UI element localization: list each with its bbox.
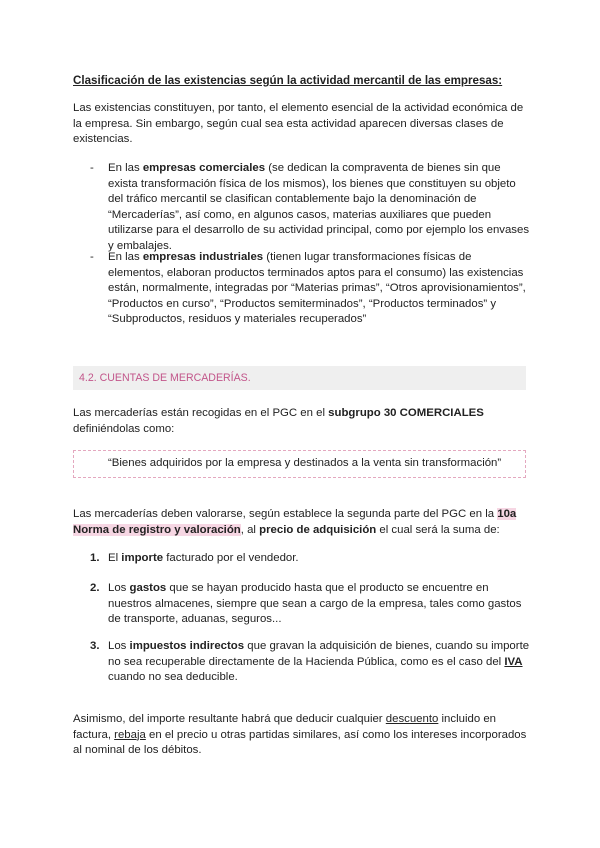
highlight: 10a bbox=[497, 508, 517, 520]
bold-term: gastos bbox=[129, 582, 167, 594]
bold-term: empresas comerciales bbox=[142, 162, 266, 174]
item-number: 2. bbox=[90, 582, 100, 594]
deductions-paragraph: Asimismo, del importe resultante habrá que deducir cualquier descuento incluido en factura, rebaja en el precio u otras partidas similares, así como los intereses incorporados al nominal de los débitos. bbox=[73, 713, 527, 756]
numbered-item: 3. Los impuestos indirectos que gravan la adquisición de bienes, cuando su importe no sea recuperable directamente de la Hacienda Pública, como es el caso del IVA cuando no sea deducible. bbox=[90, 640, 530, 683]
section-heading: 4.2. CUENTAS DE MERCADERÍAS. bbox=[73, 366, 526, 390]
list-bullet: - bbox=[90, 251, 94, 263]
intro-paragraph: Las existencias constituyen, por tanto, el elemento esencial de la actividad económica de la empresa. Sin embargo, según cual sea esta actividad aparecen diversas clases de existencias. bbox=[73, 102, 524, 145]
list-bullet: - bbox=[90, 162, 94, 174]
bold-term: subgrupo 30 COMERCIALES bbox=[328, 407, 484, 419]
item-number: 1. bbox=[90, 552, 100, 564]
underlined-term: rebaja bbox=[114, 728, 146, 741]
underlined-term: descuento bbox=[385, 713, 439, 725]
numbered-item: 1. El importe facturado por el vendedor. bbox=[90, 551, 530, 567]
page-title: Clasificación de las existencias según la actividad mercantil de las empresas: bbox=[73, 74, 503, 87]
mercaderias-paragraph: Las mercaderías están recogidas en el PGC en el subgrupo 30 COMERCIALES definiéndolas como: bbox=[73, 407, 484, 435]
list-item: - En las empresas comerciales (se dedican la compraventa de bienes sin que exista transformación física de los mismos), los bienes que constituyen su objeto del tráfico mercantil se clasifican contablemente bajo la denominación de “Mercaderías”, así como, en algunos casos, materias auxiliares que pueden utilizarse para el desarrollo de su actividad principal, como por ejemplo los envases y embalajes. bbox=[90, 162, 530, 252]
valuation-paragraph: Las mercaderías deben valorarse, según establece la segunda parte del PGC en la 10a Norma de registro y valoración, al precio de adquisición el cual será la suma de: bbox=[73, 508, 517, 536]
bold-term: precio de adquisición bbox=[259, 523, 377, 536]
item-number: 3. bbox=[90, 640, 100, 652]
bold-term: importe bbox=[121, 552, 164, 564]
definition-quote: “Bienes adquiridos por la empresa y destinados a la venta sin transformación” bbox=[73, 450, 526, 478]
highlight: Norma de registro y valoración bbox=[73, 523, 241, 536]
bold-term: IVA bbox=[504, 655, 523, 668]
list-item: - En las empresas industriales (tienen lugar transformaciones físicas de elementos, elaboran productos terminados aptos para el consumo) las existencias están, normalmente, integradas por “Materias primas”, “Otros aprovisionamientos”, “Productos en curso”, “Productos semiterminados”, “Productos terminados” y “Subproductos, residuos y materiales recuperados” bbox=[90, 251, 526, 325]
bold-term: empresas industriales bbox=[142, 251, 264, 263]
numbered-item: 2. Los gastos que se hayan producido hasta que el producto se encuentre en nuestros almacenes, siempre que sean a cargo de la empresa, tales como gastos de transporte, aduanas, seguros... bbox=[90, 582, 522, 625]
bold-term: impuestos indirectos bbox=[129, 640, 245, 652]
